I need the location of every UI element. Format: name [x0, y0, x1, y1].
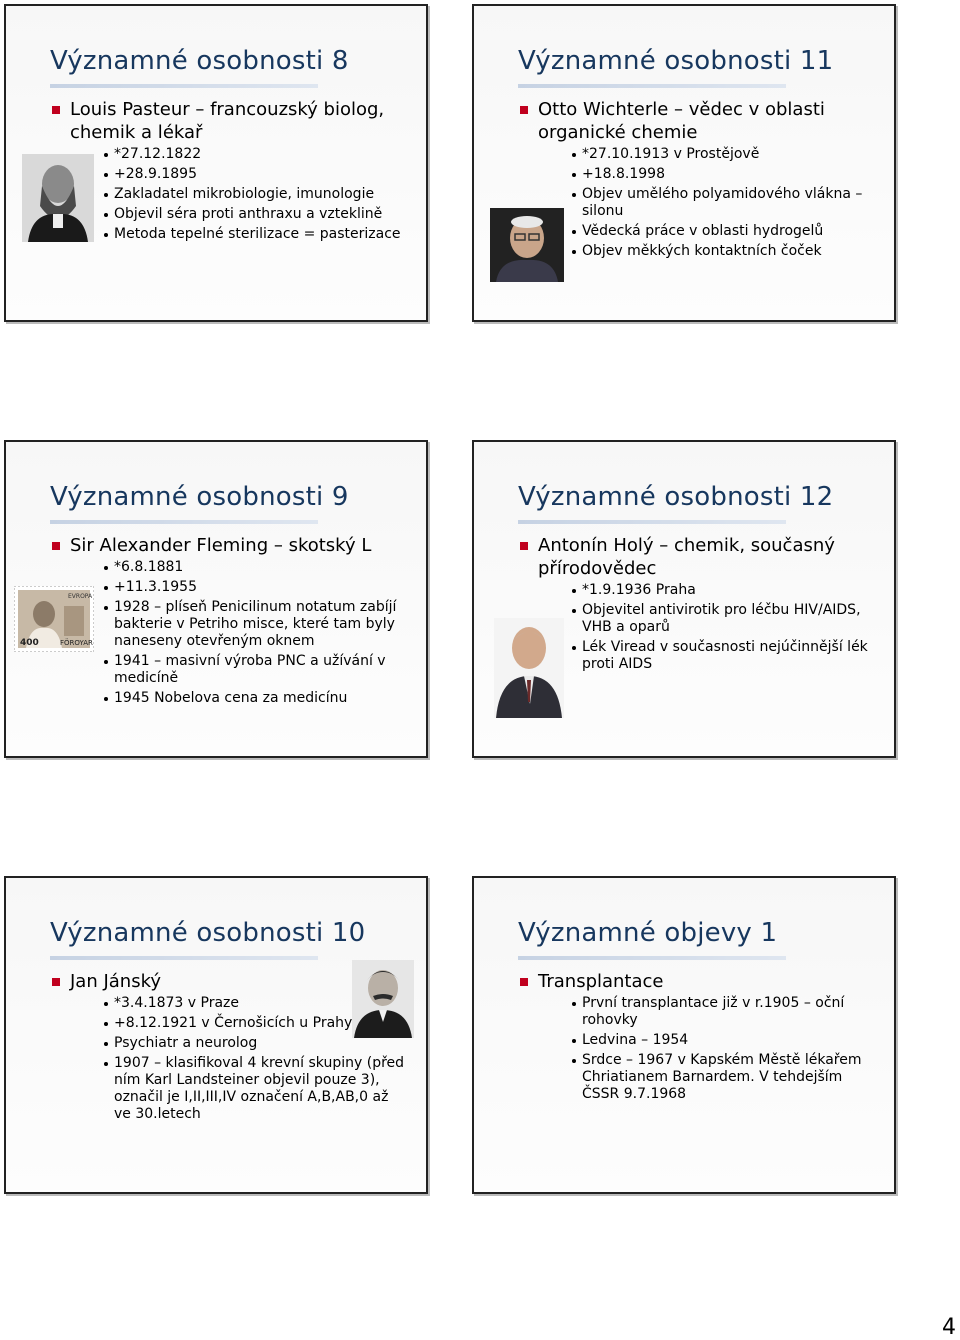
slide-title: Významné osobnosti 11: [518, 46, 834, 76]
title-underline: [518, 520, 786, 524]
slide-content: [520, 98, 880, 263]
slide-content: [52, 534, 412, 710]
list-item: Objev měkkých kontaktních čoček: [572, 243, 880, 260]
square-bullet-icon: [52, 106, 60, 114]
slide-title: Významné osobnosti 8: [50, 46, 349, 76]
detail-list: [520, 146, 880, 260]
portrait-pasteur: [22, 154, 94, 242]
square-bullet-icon: [520, 978, 528, 986]
detail-list: [520, 995, 880, 1103]
list-item: *1.9.1936 Praha: [572, 582, 880, 599]
slide-title: Významné osobnosti 12: [518, 482, 834, 512]
list-item: Metoda tepelné sterilizace = pasterizace: [104, 226, 412, 243]
page-number: 4: [942, 1315, 956, 1340]
detail-list: [52, 559, 412, 707]
list-item: Lék Viread v současnosti nejúčinnější lék proti AIDS: [572, 639, 880, 673]
slide-title: Významné osobnosti 10: [50, 918, 366, 948]
list-item: Psychiatr a neurolog: [104, 1035, 406, 1052]
main-bullet-item: [520, 534, 880, 580]
slide-transplant: [472, 876, 896, 1194]
list-item: *27.10.1913 v Prostějově: [572, 146, 880, 163]
portrait-jansky: [352, 960, 414, 1038]
main-bullet-item: [520, 970, 880, 993]
slide-jansky: [4, 876, 428, 1194]
slide-content: [520, 970, 880, 1106]
person-heading: Louis Pasteur – francouzský biolog, chemik a lékař: [70, 99, 385, 143]
square-bullet-icon: [52, 542, 60, 550]
list-item: 1907 – klasifikoval 4 krevní skupiny (před ním Karl Landsteiner objevil pouze 3), označil je I,II,III,IV označení A,B,AB,0 až ve 30.letech: [104, 1055, 406, 1123]
list-item: První transplantace již v r.1905 – oční rohovky: [572, 995, 880, 1029]
main-bullet-item: [52, 534, 412, 557]
slide-fleming: [4, 440, 428, 758]
title-underline: [50, 520, 318, 524]
slide-title: Významné objevy 1: [518, 918, 778, 948]
detail-list: [52, 146, 412, 243]
slide-content: [520, 534, 880, 676]
detail-list: [520, 582, 880, 673]
list-item: +18.8.1998: [572, 166, 880, 183]
list-item: +28.9.1895: [104, 166, 412, 183]
slide-wichterle: [472, 4, 896, 322]
stamp-caption: EVROPA: [68, 593, 93, 600]
list-item: Objev umělého polyamidového vlákna – silonu: [572, 186, 880, 220]
slide-title: Významné osobnosti 9: [50, 482, 349, 512]
postage-stamp-fleming: [14, 586, 94, 652]
list-item: 1928 – plíseň Penicilinum notatum zabíjí bakterie v Petriho misce, které tam byly naneseny otevřeným oknem: [104, 599, 412, 650]
title-underline: [518, 956, 786, 960]
list-item: Ledvina – 1954: [572, 1032, 880, 1049]
list-item: 1941 – masivní výroba PNC a užívání v medicíně: [104, 653, 412, 687]
slide-content: [52, 98, 412, 246]
portrait-wichterle: [490, 208, 564, 282]
person-heading: Jan Jánský: [70, 971, 162, 992]
list-item: +8.12.1921 v Černošicích u Prahy: [104, 1015, 406, 1032]
slide-holy: [472, 440, 896, 758]
slide-pasteur: [4, 4, 428, 322]
title-underline: [518, 84, 786, 88]
list-item: Objevitel antivirotik pro léčbu HIV/AIDS, VHB a oparů: [572, 602, 880, 636]
list-item: Srdce – 1967 v Kapském Městě lékařem Chriatianem Barnardem. V tehdejším ČSSR 9.7.1968: [572, 1052, 880, 1103]
list-item: Zakladatel mikrobiologie, imunologie: [104, 186, 412, 203]
title-underline: [50, 84, 318, 88]
list-item: 1945 Nobelova cena za medicínu: [104, 690, 412, 707]
square-bullet-icon: [520, 106, 528, 114]
list-item: Objevil séra proti anthraxu a vzteklině: [104, 206, 412, 223]
main-bullet-item: [52, 98, 412, 144]
square-bullet-icon: [52, 978, 60, 986]
list-item: *3.4.1873 v Praze: [104, 995, 406, 1012]
stamp-country: FÖROYAR: [60, 639, 93, 647]
list-item: *6.8.1881: [104, 559, 412, 576]
person-heading: Otto Wichterle – vědec v oblasti organické chemie: [538, 99, 825, 143]
title-underline: [50, 956, 318, 960]
person-heading: Sir Alexander Fleming – skotský L: [70, 535, 372, 556]
list-item: Vědecká práce v oblasti hydrogelů: [572, 223, 880, 240]
topic-heading: Transplantace: [538, 971, 664, 992]
list-item: +11.3.1955: [104, 579, 412, 596]
stamp-value: 400: [20, 638, 39, 648]
square-bullet-icon: [520, 542, 528, 550]
main-bullet-item: [520, 98, 880, 144]
person-heading: Antonín Holý – chemik, současný přírodovědec: [538, 535, 835, 579]
portrait-holy: [494, 618, 564, 718]
list-item: *27.12.1822: [104, 146, 412, 163]
